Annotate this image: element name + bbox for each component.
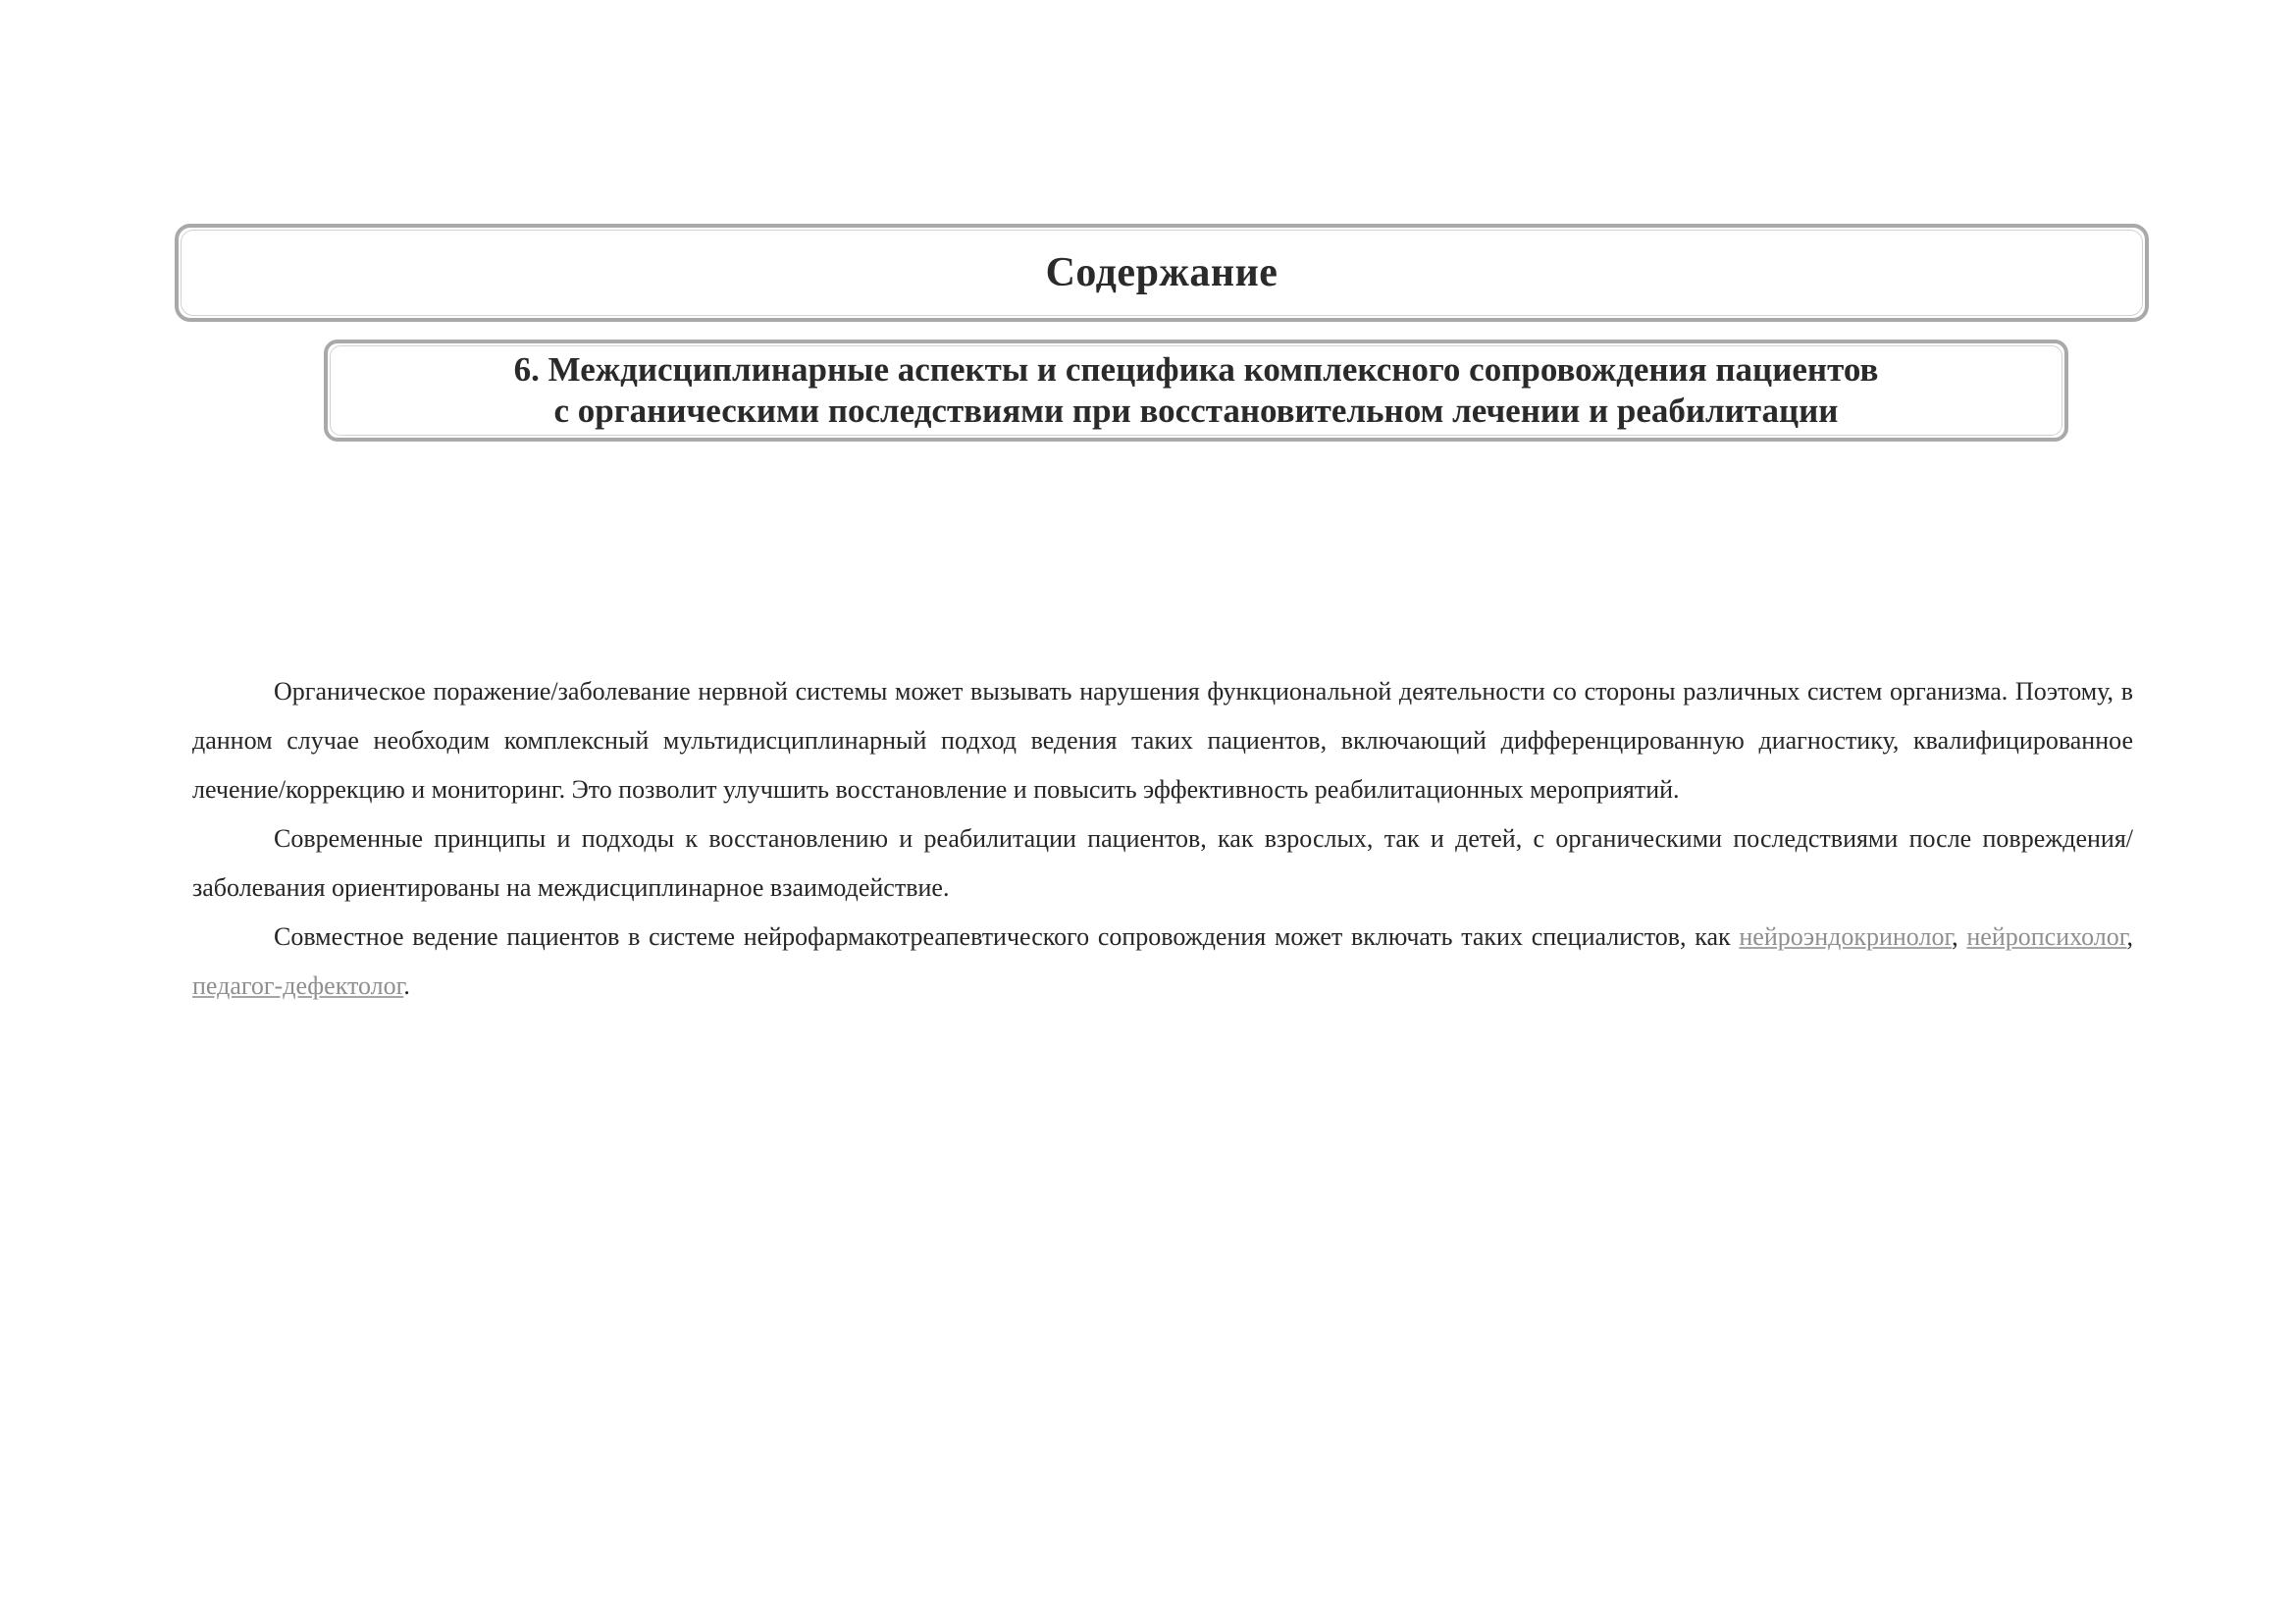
separator-1: , — [1952, 922, 1967, 951]
contents-header-box — [175, 224, 2149, 322]
contents-title: Содержание — [1045, 250, 1278, 295]
section-title-line-2: с органическими последствиями при восстановительном лечении и реабилитации — [553, 392, 1839, 430]
paragraph-3-text: Совместное ведение пациентов в системе нейрофармакотреапевтического сопровождения может включать таких специалистов, как — [274, 922, 1740, 951]
link-neuroendocrinologist[interactable]: нейроэндокринолог — [1739, 922, 1953, 951]
paragraph-2: Современные принципы и подходы к восстановлению и реабилитации пациентов, как взрослых, так и детей, с органическими последствиями после повреждения/заболевания ориентированы на междисциплинарное взаимодействие. — [192, 824, 2133, 902]
paragraph-1: Органическое поражение/заболевание нервной системы может вызывать нарушения функциональной деятельности со стороны различных систем организма. Поэтому, в данном случае необходим комплексный мультидисциплинарный подход ведения таких пациентов, включающий дифференцированную диагностику, квалифицированное лечение/коррекцию и мониторинг. Это позволит улучшить восстановление и повысить эффективность реабилитационных мероприятий. — [192, 677, 2133, 804]
body-text — [192, 667, 2133, 1011]
separator-2: , — [2126, 922, 2133, 951]
link-defectologist[interactable]: педагог-дефектолог — [192, 971, 404, 1000]
link-neuropsychologist[interactable]: нейропсихолог — [1966, 922, 2127, 951]
paragraph-3 — [192, 913, 2133, 1011]
section-title-line-1: 6. Междисциплинарные аспекты и специфика комплексного сопровождения пациентов — [513, 350, 1879, 389]
terminator: . — [403, 971, 410, 1000]
section-title-box — [324, 340, 2068, 442]
